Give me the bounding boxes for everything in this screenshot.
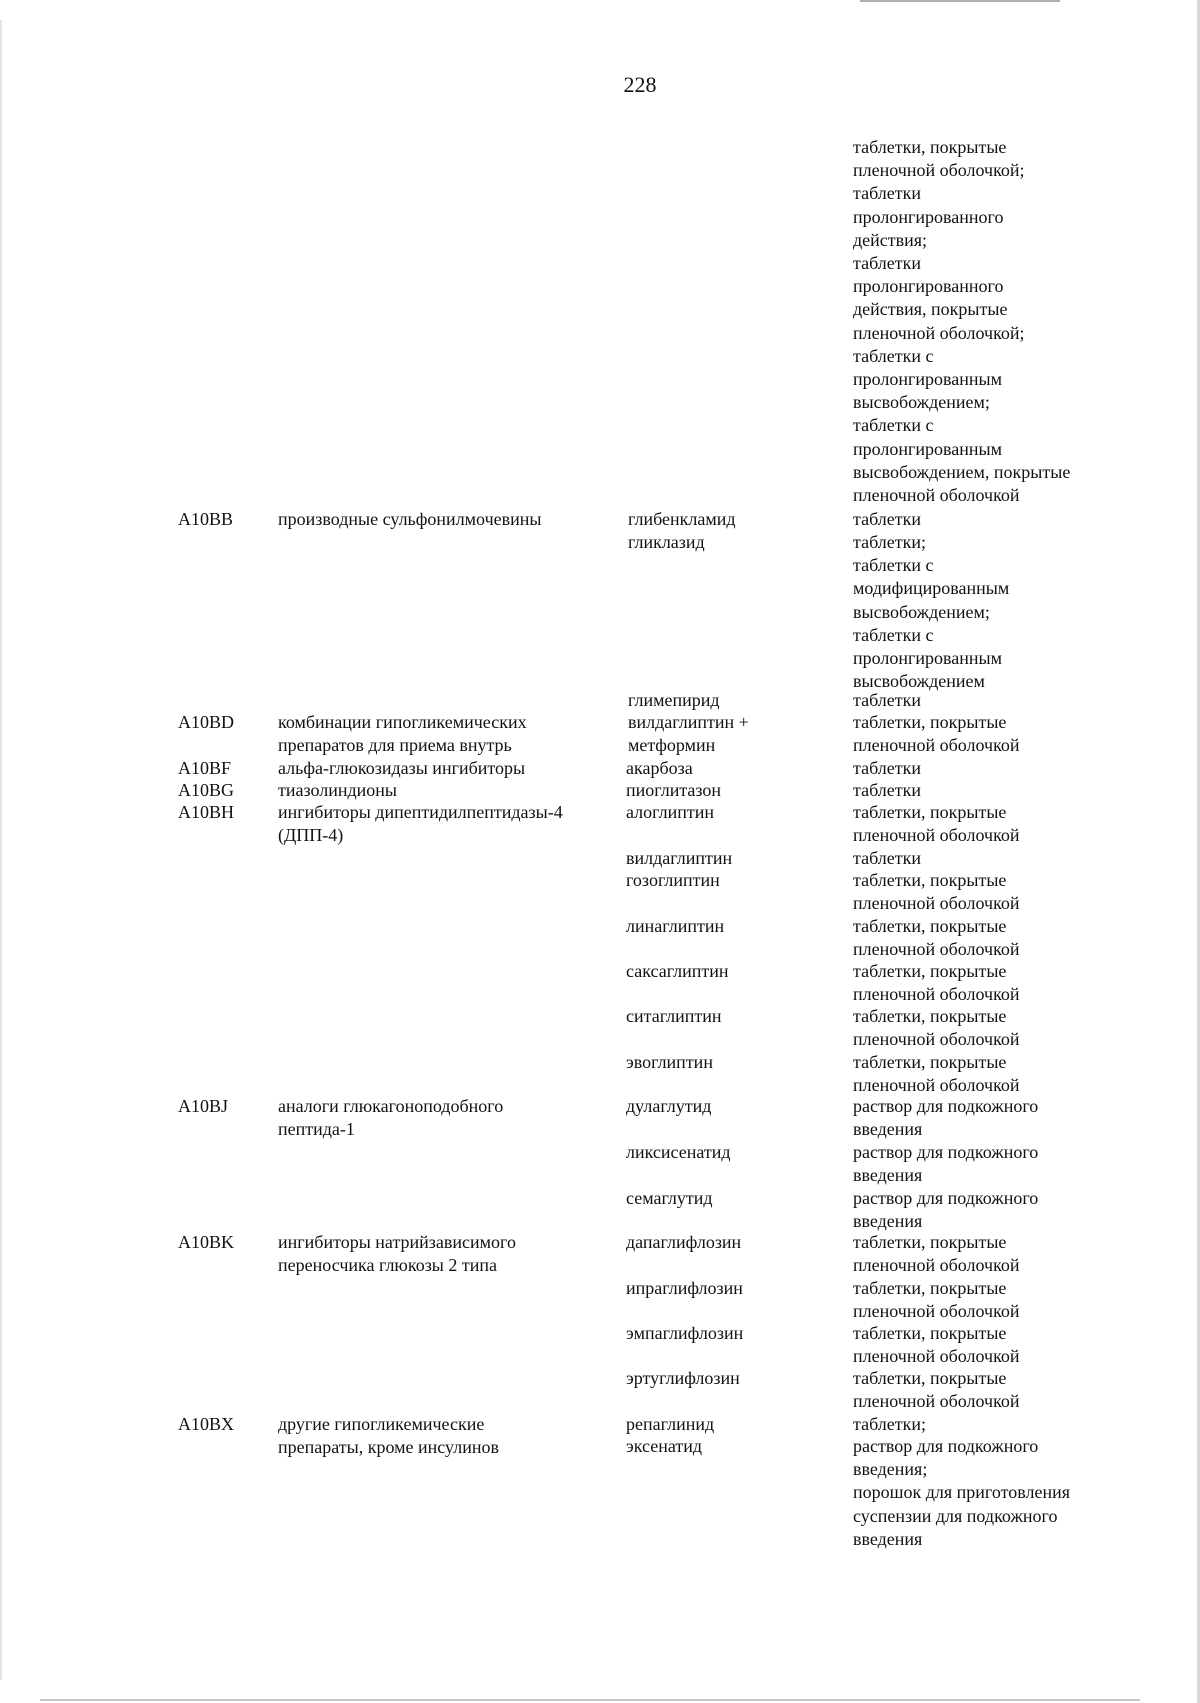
dosage-form: таблетки, покрытые пленочной оболочкой; таблетки пролонгированного действия; таблетки пролонгированного действия, покрытые пленочной оболочкой; таблетки с пролонгированным высвобождением; таблетки с пролонгированным высвобождением, покрытые пленочной оболочкой: [853, 137, 1071, 506]
dosage-form: таблетки, покрытые пленочной оболочкой: [853, 712, 1020, 756]
atc-code: A10BD: [178, 712, 235, 732]
dosage-form: таблетки, покрытые пленочной оболочкой: [853, 1323, 1020, 1367]
dosage-form: таблетки; таблетки с модифицированным высвобождением; таблетки с пролонгированным высвобождением: [853, 532, 1010, 692]
dosage-form: таблетки, покрытые пленочной оболочкой: [853, 1052, 1020, 1096]
dosage-form: таблетки, покрытые пленочной оболочкой: [853, 1368, 1020, 1412]
dosage-form: таблетки, покрытые пленочной оболочкой: [853, 961, 1020, 1005]
dosage-form: таблетки, покрытые пленочной оболочкой: [853, 1278, 1020, 1322]
drug-name: алоглиптин: [626, 802, 714, 822]
group-name: другие гипогликемические препараты, кроме инсулинов: [278, 1414, 499, 1458]
atc-code: A10BB: [178, 509, 234, 529]
scan-edge-left: [0, 20, 2, 1680]
dosage-form: таблетки: [853, 690, 922, 710]
group-name: альфа-глюкозидазы ингибиторы: [278, 758, 526, 778]
drug-name: эксенатид: [626, 1436, 703, 1456]
drug-name: глибенкламид: [628, 509, 736, 529]
drug-name: ситаглиптин: [626, 1006, 722, 1026]
drug-name: глимепирид: [628, 690, 720, 710]
drug-name: дулаглутид: [626, 1096, 712, 1116]
group-name: комбинации гипогликемических препаратов для приема внутрь: [278, 712, 527, 756]
atc-code: A10BH: [178, 802, 235, 822]
dosage-form: таблетки;: [853, 1414, 927, 1434]
drug-name: линаглиптин: [626, 916, 725, 936]
scan-edge-bottom: [40, 1699, 1140, 1701]
group-name: ингибиторы натрийзависимого переносчика глюкозы 2 типа: [278, 1232, 516, 1276]
dosage-form: таблетки: [853, 509, 922, 529]
drug-name: ипраглифлозин: [626, 1278, 743, 1298]
drug-name: пиоглитазон: [626, 780, 722, 800]
group-name: производные сульфонилмочевины: [278, 509, 542, 529]
dosage-form: раствор для подкожного введения: [853, 1096, 1039, 1140]
drug-name: дапаглифлозин: [626, 1232, 742, 1252]
drug-name: эмпаглифлозин: [626, 1323, 744, 1343]
atc-code: A10BX: [178, 1414, 235, 1434]
group-name: ингибиторы дипептидилпептидазы-4 (ДПП-4): [278, 802, 563, 846]
drug-name: эвоглиптин: [626, 1052, 713, 1072]
atc-code: A10BJ: [178, 1096, 229, 1116]
dosage-form: раствор для подкожного введения: [853, 1142, 1039, 1186]
dosage-form: таблетки, покрытые пленочной оболочкой: [853, 802, 1020, 846]
drug-name: репаглинид: [626, 1414, 715, 1434]
dosage-form: таблетки: [853, 848, 922, 868]
scan-edge-top: [860, 0, 1060, 2]
dosage-form: таблетки, покрытые пленочной оболочкой: [853, 1006, 1020, 1050]
dosage-form: таблетки, покрытые пленочной оболочкой: [853, 1232, 1020, 1276]
drug-name: ликсисенатид: [626, 1142, 731, 1162]
group-name: тиазолиндионы: [278, 780, 398, 800]
dosage-form: раствор для подкожного введения: [853, 1188, 1039, 1232]
page-number: 228: [623, 72, 657, 97]
drug-name: саксаглиптин: [626, 961, 729, 981]
drug-name: вилдаглиптин: [626, 848, 733, 868]
drug-name: акарбоза: [626, 758, 693, 778]
dosage-form: раствор для подкожного введения; порошок для приготовления суспензии для подкожного введения: [853, 1436, 1071, 1549]
dosage-form: таблетки, покрытые пленочной оболочкой: [853, 870, 1020, 914]
atc-code: A10BF: [178, 758, 232, 778]
drug-name: эртуглифлозин: [626, 1368, 740, 1388]
drug-name: гозоглиптин: [626, 870, 720, 890]
drug-name: вилдаглиптин + метформин: [628, 712, 749, 756]
drug-name: семаглутид: [626, 1188, 713, 1208]
atc-code: A10BG: [178, 780, 235, 800]
atc-code: A10BK: [178, 1232, 235, 1252]
group-name: аналоги глюкагоноподобного пептида-1: [278, 1096, 504, 1140]
dosage-form: таблетки: [853, 780, 922, 800]
dosage-form: таблетки: [853, 758, 922, 778]
dosage-form: таблетки, покрытые пленочной оболочкой: [853, 916, 1020, 960]
drug-name: гликлазид: [628, 532, 705, 552]
